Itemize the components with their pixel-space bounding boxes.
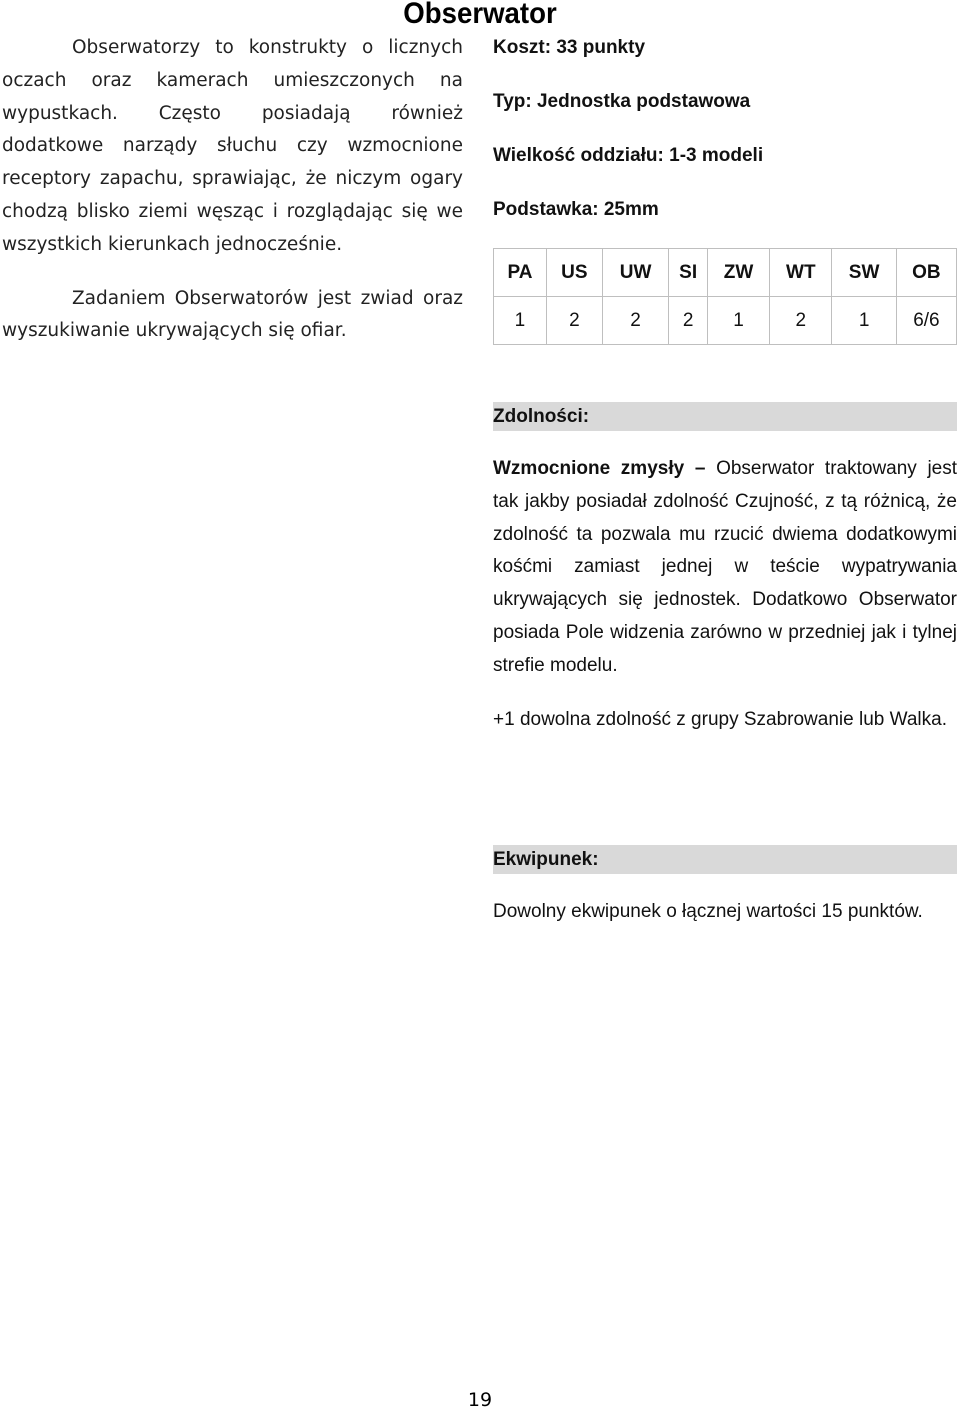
page-number: 19 [467, 1389, 493, 1411]
abilities-section [493, 453, 957, 757]
ability-text: Obserwator traktowany jest tak jakby posiadał zdolność Czujność, z tą różnicą, że zdolność ta pozwala mu rzucić dwiema dodatkowymi kośćmi zamiast jednej w teście wypatrywania ukrywających się jednostek. Dodatkowo Obserwator posiada Pole widzenia zarówno w przedniej jak i tylnej strefie modelu. [493, 458, 958, 676]
stat-header: PA [494, 249, 547, 297]
stat-header: OB [896, 249, 956, 297]
unit-size-line: Wielkość oddziału: 1-3 modeli [493, 145, 764, 166]
equipment-text: Dowolny ekwipunek o łącznej wartości 15 punktów. [493, 901, 923, 922]
stats-value-row [494, 297, 957, 345]
abilities-heading: Zdolności: [493, 402, 957, 431]
equipment-section [493, 896, 957, 950]
stat-value: 6/6 [896, 297, 956, 345]
page-title: Obserwator [403, 0, 557, 30]
stat-header: ZW [707, 249, 769, 297]
unit-profile [493, 32, 958, 922]
description-paragraph: Obserwatorzy to konstrukty o licznych oczach oraz kamerach umieszczonych na wypustkach. Często posiadają również dodatkowe narządy słuchu czy wzmocnione receptory zapachu, sprawiając, że niczym ogary chodzą blisko ziemi węsząc i rozglądając się we wszystkich kierunkach jednocześnie. [2, 37, 463, 255]
ability-dash: – [694, 458, 706, 479]
ability-extra: +1 dowolna zdolność z grupy Szabrowanie lub Walka. [493, 708, 947, 730]
description-paragraph: Zadaniem Obserwatorów jest zwiad oraz wyszukiwanie ukrywających się ofiar. [2, 287, 463, 342]
base-line: Podstawka: 25mm [493, 199, 659, 220]
stat-header: UW [602, 249, 669, 297]
stats-header-row [494, 249, 957, 297]
type-line: Typ: Jednostka podstawowa [493, 91, 751, 112]
ability-name: Wzmocnione zmysły [493, 458, 685, 479]
stat-value: 1 [832, 297, 896, 345]
stat-value: 1 [494, 297, 547, 345]
cost-line: Koszt: 33 punkty [493, 37, 646, 58]
equipment-heading: Ekwipunek: [493, 845, 957, 874]
stat-value: 2 [546, 297, 602, 345]
stat-header: SI [669, 249, 708, 297]
stat-header: WT [770, 249, 832, 297]
stat-value: 2 [669, 297, 708, 345]
ability-paragraph [493, 453, 957, 683]
stat-header: US [546, 249, 602, 297]
stat-header: SW [832, 249, 896, 297]
stat-value: 1 [707, 297, 769, 345]
stats-table [493, 248, 957, 345]
stat-value: 2 [770, 297, 832, 345]
stat-value: 2 [602, 297, 669, 345]
unit-description [2, 32, 463, 369]
